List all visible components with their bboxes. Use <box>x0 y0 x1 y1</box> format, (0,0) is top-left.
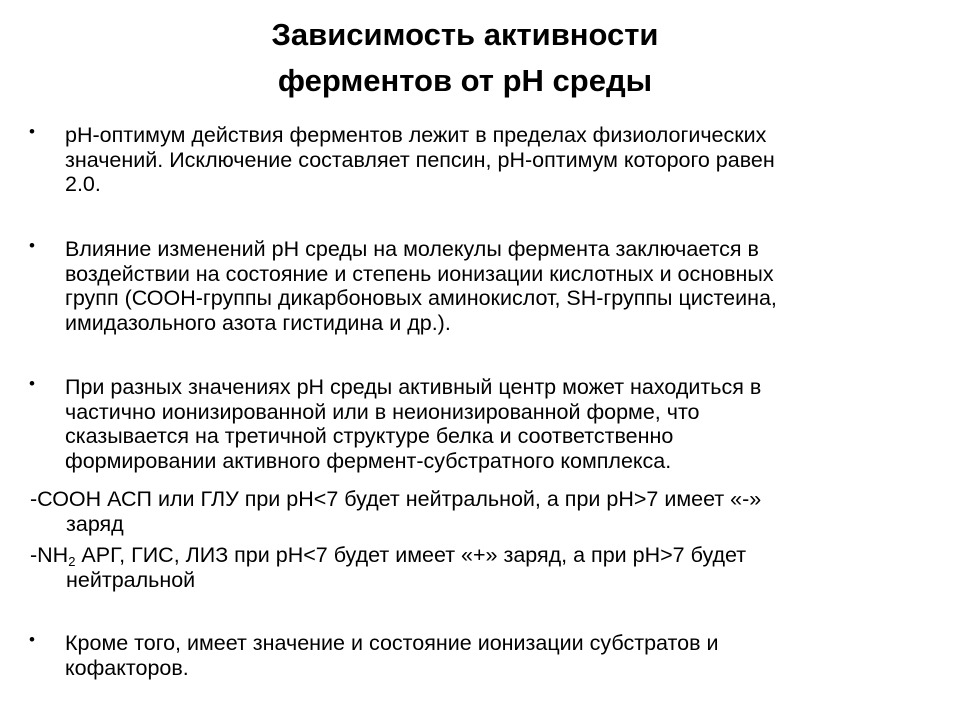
nh2-note-line-1 <box>30 543 950 568</box>
bullet-text <box>65 237 945 335</box>
bullet-icon: • <box>29 122 35 141</box>
nh2-note-line-2: нейтральной <box>66 567 196 592</box>
nh2-note <box>30 543 950 592</box>
text-line: 2.0. <box>65 172 101 196</box>
text-line: формировании активного фермент-субстратного комплекса. <box>65 448 672 473</box>
title-line-1: Зависимость активности <box>271 17 659 52</box>
text-line: воздействии на состояние и степень ионизации кислотных и основных <box>65 261 774 286</box>
text-line: pH-оптимум действия ферментов лежит в пределах физиологических <box>65 123 767 147</box>
text-line: сказывается на третичной структуре белка и соответственно <box>65 424 674 448</box>
cooh-note <box>30 487 950 536</box>
bullet-icon: • <box>29 374 35 393</box>
text-line: Влияние изменений pH среды на молекулы фермента заключается в <box>65 237 759 261</box>
cooh-note-line-1: -СООН АСП или ГЛУ при pH<7 будет нейтральной, а при pH>7 имеет «-» <box>30 487 762 511</box>
text-line: кофакторов. <box>65 655 189 680</box>
text-line: групп (СООН-группы дикарбоновых аминокислот, SH-группы цистеина, <box>65 286 777 310</box>
nh2-prefix: -NH <box>30 543 69 567</box>
text-line: При разных значениях pH среды активный центр может находиться в <box>65 375 762 399</box>
text-line: значений. Исключение составляет пепсин, pH-оптимум которого равен <box>65 147 775 172</box>
nh2-subscript: 2 <box>68 554 76 569</box>
text-line: Кроме того, имеет значение и состояние ионизации субстратов и <box>65 631 719 655</box>
text-line: частично ионизированной или в неионизированной форме, что <box>65 399 700 424</box>
bullet-text <box>65 375 945 473</box>
bullet-icon: • <box>29 630 35 649</box>
title-line-2: ферментов от pH среды <box>277 63 653 98</box>
bullet-text <box>65 631 945 680</box>
text-line: имидазольного азота гистидина и др.). <box>65 310 451 335</box>
cooh-note-line-2: заряд <box>66 511 124 536</box>
bullet-icon: • <box>29 236 35 255</box>
nh2-line-text: АРГ, ГИС, ЛИЗ при pH<7 будет имеет «+» заряд, а при pH>7 будет <box>75 543 747 567</box>
bullet-text <box>65 123 945 197</box>
